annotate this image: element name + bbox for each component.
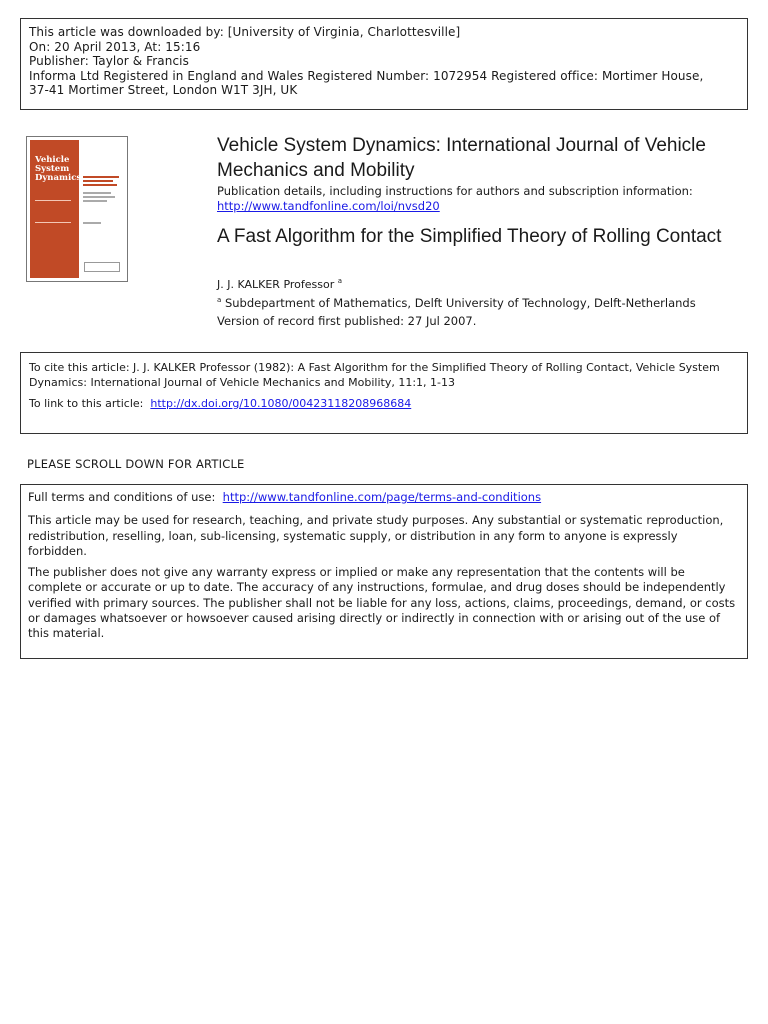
article-link-label: To link to this article: bbox=[29, 397, 144, 410]
download-notice-box bbox=[20, 18, 748, 110]
journal-title: Vehicle System Dynamics: International Journal of Vehicle Mechanics and Mobility bbox=[217, 135, 706, 181]
affiliation-marker: a bbox=[217, 296, 222, 304]
download-line: Publisher: Taylor & Francis bbox=[29, 54, 189, 69]
terms-paragraph-usage: This article may be used for research, teaching, and private study purposes. Any substantial or systematic reproduction, redistribution, reselling, loan, sub-licensing, systematic supply, or distribution in any form to anyone is expressly forbidden. bbox=[28, 513, 724, 558]
article-title: A Fast Algorithm for the Simplified Theory of Rolling Contact bbox=[217, 226, 722, 247]
download-line: On: 20 April 2013, At: 15:16 bbox=[29, 39, 201, 54]
citation-box bbox=[20, 352, 748, 434]
doi-link[interactable]: http://dx.doi.org/10.1080/00423118208968684 bbox=[150, 397, 412, 410]
citation-text: To cite this article: J. J. KALKER Professor (1982): A Fast Algorithm for the Simplified Theory of Rolling Contact, Vehicle System Dynamics: International Journal of Vehicle Mechanics and Mobility, 11:1, 1-13 bbox=[29, 361, 720, 389]
download-line: This article was downloaded by: [University of Virginia, Charlottesville] bbox=[29, 25, 461, 39]
terms-header bbox=[28, 490, 740, 505]
terms-link[interactable]: http://www.tandfonline.com/page/terms-and-conditions bbox=[222, 490, 542, 504]
journal-link[interactable]: http://www.tandfonline.com/loi/nvsd20 bbox=[217, 199, 440, 213]
cover-right-panel bbox=[79, 140, 124, 278]
publisher-logo bbox=[84, 262, 120, 272]
affiliation-text: Subdepartment of Mathematics, Delft University of Technology, Delft-Netherlands bbox=[224, 296, 696, 310]
journal-cover-image bbox=[26, 136, 128, 282]
version-record: Version of record first published: 27 Jul 2007. bbox=[217, 314, 477, 328]
cover-red-panel bbox=[30, 140, 82, 278]
cover-title: Vehicle System Dynamics bbox=[35, 155, 82, 183]
author-line bbox=[217, 278, 342, 292]
terms-paragraph-warranty: The publisher does not give any warranty express or implied or make any representation that the contents will be complete or accurate or up to date. The accuracy of any instructions, formulae, and drug doses should be independently verified with primary sources. The publisher shall not be liable for any loss, actions, claims, proceedings, demand, or costs or damages whatsoever or howsoever caused arising directly or indirectly in connection with or arising out of the use of this material. bbox=[28, 565, 736, 641]
scroll-down-notice: PLEASE SCROLL DOWN FOR ARTICLE bbox=[27, 457, 245, 471]
author-affiliation-marker: a bbox=[337, 277, 343, 285]
terms-box bbox=[20, 484, 748, 659]
article-link-row bbox=[29, 396, 739, 411]
publication-details: Publication details, including instructions for authors and subscription information: bbox=[217, 184, 693, 198]
download-line: 37-41 Mortimer Street, London W1T 3JH, UK bbox=[29, 83, 298, 98]
download-line: Informa Ltd Registered in England and Wales Registered Number: 1072954 Registered office: Mortimer House, bbox=[29, 68, 704, 83]
terms-label: Full terms and conditions of use: bbox=[28, 490, 216, 504]
affiliation-line bbox=[217, 296, 696, 310]
author-name: J. J. KALKER Professor bbox=[217, 278, 335, 291]
